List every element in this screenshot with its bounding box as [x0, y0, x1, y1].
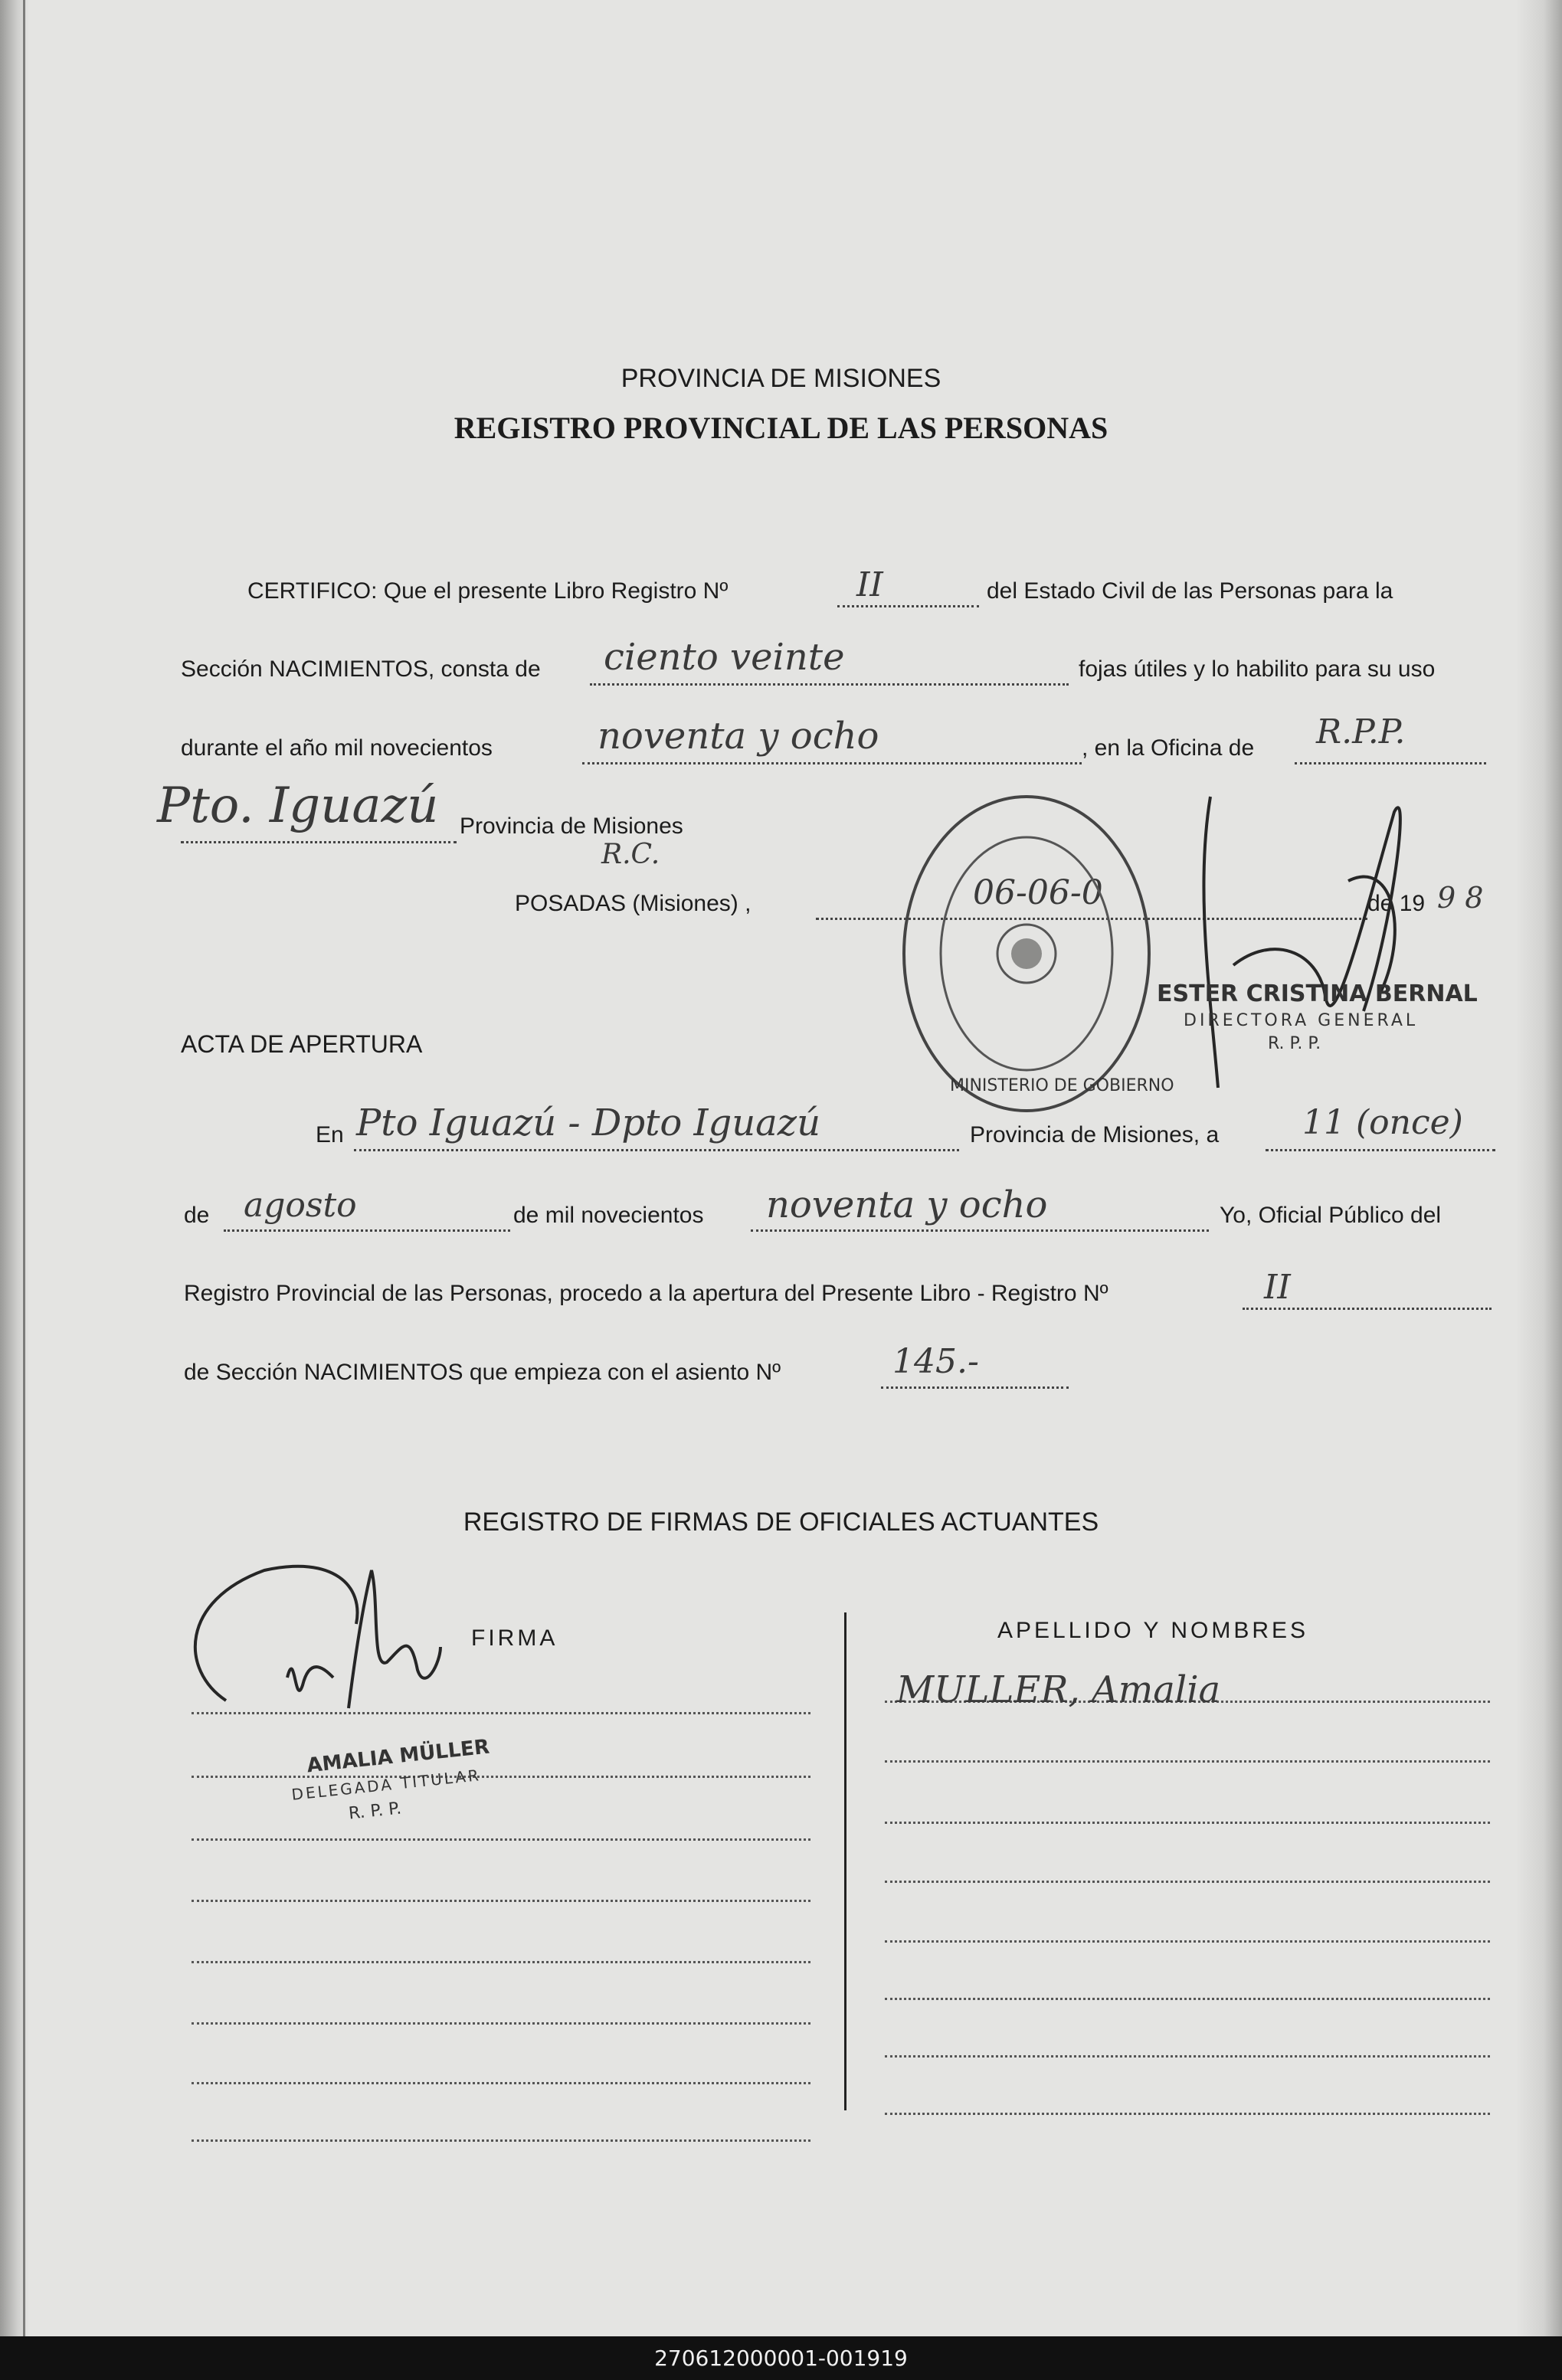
- certifico-line2-a: Sección NACIMIENTOS, consta de: [181, 656, 541, 682]
- officer-stamp-rpp: R. P. P.: [347, 1799, 403, 1824]
- acta-title: ACTA DE APERTURA: [181, 1030, 423, 1058]
- fill-line: [1243, 1308, 1492, 1310]
- certifico-line5-b: de 19: [1367, 891, 1426, 916]
- certifico-line4: Provincia de Misiones: [460, 814, 683, 839]
- fill-line: [590, 683, 1069, 686]
- seal-inner-text: MINISTERIO DE GOBIERNO: [950, 1076, 1174, 1095]
- officer-stamp-role: DELEGADA TITULAR: [290, 1766, 482, 1804]
- nombres-row-line: [885, 1940, 1490, 1943]
- fill-line: [582, 762, 1082, 764]
- handwritten-rc: R.C.: [601, 839, 660, 870]
- acta-line1-b: Provincia de Misiones, a: [970, 1122, 1220, 1147]
- nombres-row-line: [885, 1822, 1490, 1824]
- scan-footer: [0, 2336, 1562, 2380]
- acta-line4: de Sección NACIMIENTOS que empieza con el asiento Nº: [184, 1360, 781, 1385]
- firma-row-line: [192, 2082, 810, 2084]
- nombres-row-line: [885, 2113, 1490, 2115]
- handwritten-fojas: ciento veinte: [604, 636, 845, 679]
- firmas-title: REGISTRO DE FIRMAS DE OFICIALES ACTUANTES: [463, 1508, 1099, 1537]
- handwritten-libro-number: II: [856, 565, 883, 604]
- fill-line: [751, 1229, 1209, 1232]
- firma-column-header: FIRMA: [471, 1625, 558, 1651]
- certifico-line1-a: CERTIFICO: Que el presente Libro Registro Nº: [247, 578, 729, 604]
- fill-line: [1295, 762, 1486, 764]
- director-stamp-org: R. P. P.: [1268, 1034, 1321, 1053]
- fill-line: [881, 1386, 1069, 1389]
- handwritten-nombre: MULLER, Amalia: [896, 1668, 1221, 1711]
- acta-line2-a: de: [184, 1203, 210, 1228]
- document-code: 270612000001-001919: [654, 2346, 908, 2371]
- fill-line: [354, 1149, 959, 1151]
- director-stamp-role: DIRECTORA GENERAL: [1184, 1011, 1419, 1030]
- firma-row-line: [192, 1900, 810, 1902]
- handwritten-anio: noventa y ocho: [598, 715, 879, 758]
- officer-signature: [180, 1555, 548, 1754]
- director-stamp-name: ESTER CRISTINA BERNAL: [1157, 980, 1478, 1007]
- director-signature: [1164, 766, 1440, 1134]
- acta-line2-c: Yo, Oficial Público del: [1220, 1203, 1442, 1228]
- certifico-line2-b: fojas útiles y lo habilito para su uso: [1079, 656, 1436, 682]
- fill-line: [224, 1229, 510, 1232]
- certifico-line3-b: , en la Oficina de: [1082, 735, 1255, 761]
- firma-row-line: [192, 1838, 810, 1841]
- handwritten-mes: agosto: [244, 1186, 357, 1225]
- firma-row-line: [192, 2022, 810, 2025]
- column-divider: [844, 1612, 846, 2110]
- nombres-row-line: [885, 2055, 1490, 2058]
- firma-row-line: [192, 1961, 810, 1963]
- handwritten-localidad: Pto. Iguazú: [157, 778, 439, 834]
- firma-row-line: [192, 1776, 810, 1778]
- acta-line3: Registro Provincial de las Personas, procedo a la apertura del Presente Libro - Registro Nº: [184, 1281, 1108, 1306]
- officer-stamp-name: AMALIA MÜLLER: [306, 1735, 491, 1778]
- binding-edge: [23, 0, 25, 2336]
- registry-seal: [896, 789, 1157, 1118]
- acta-line1-a: En: [316, 1122, 344, 1147]
- page-edge-shadow: [1516, 0, 1562, 2336]
- handwritten-acta-anio: noventa y ocho: [766, 1183, 1048, 1226]
- province-heading: PROVINCIA DE MISIONES: [621, 364, 941, 393]
- handwritten-acta-libro: II: [1264, 1268, 1291, 1307]
- handwritten-fecha: 06-06-0: [973, 873, 1103, 912]
- handwritten-asiento: 145.-: [892, 1342, 979, 1381]
- handwritten-year: 9 8: [1437, 881, 1484, 915]
- certifico-line3-a: durante el año mil novecientos: [181, 735, 493, 761]
- registry-heading: REGISTRO PROVINCIAL DE LAS PERSONAS: [454, 411, 1108, 445]
- fill-line: [837, 605, 979, 607]
- nombres-column-header: APELLIDO Y NOMBRES: [997, 1618, 1309, 1643]
- handwritten-lugar: Pto Iguazú - Dpto Iguazú: [356, 1102, 820, 1144]
- acta-line2-b: de mil novecientos: [513, 1203, 704, 1228]
- handwritten-oficina: R.P.P.: [1316, 712, 1406, 751]
- nombres-row-line: [885, 1881, 1490, 1883]
- fill-line: [1266, 1149, 1495, 1151]
- nombres-row-line: [885, 1998, 1490, 2000]
- fill-line: [181, 841, 457, 843]
- certifico-line5-a: POSADAS (Misiones) ,: [515, 891, 752, 916]
- certifico-line1-b: del Estado Civil de las Personas para la: [987, 578, 1393, 604]
- nombres-row-line: [885, 1760, 1490, 1763]
- firma-row-line: [192, 2139, 810, 2142]
- handwritten-dia: 11 (once): [1302, 1103, 1463, 1142]
